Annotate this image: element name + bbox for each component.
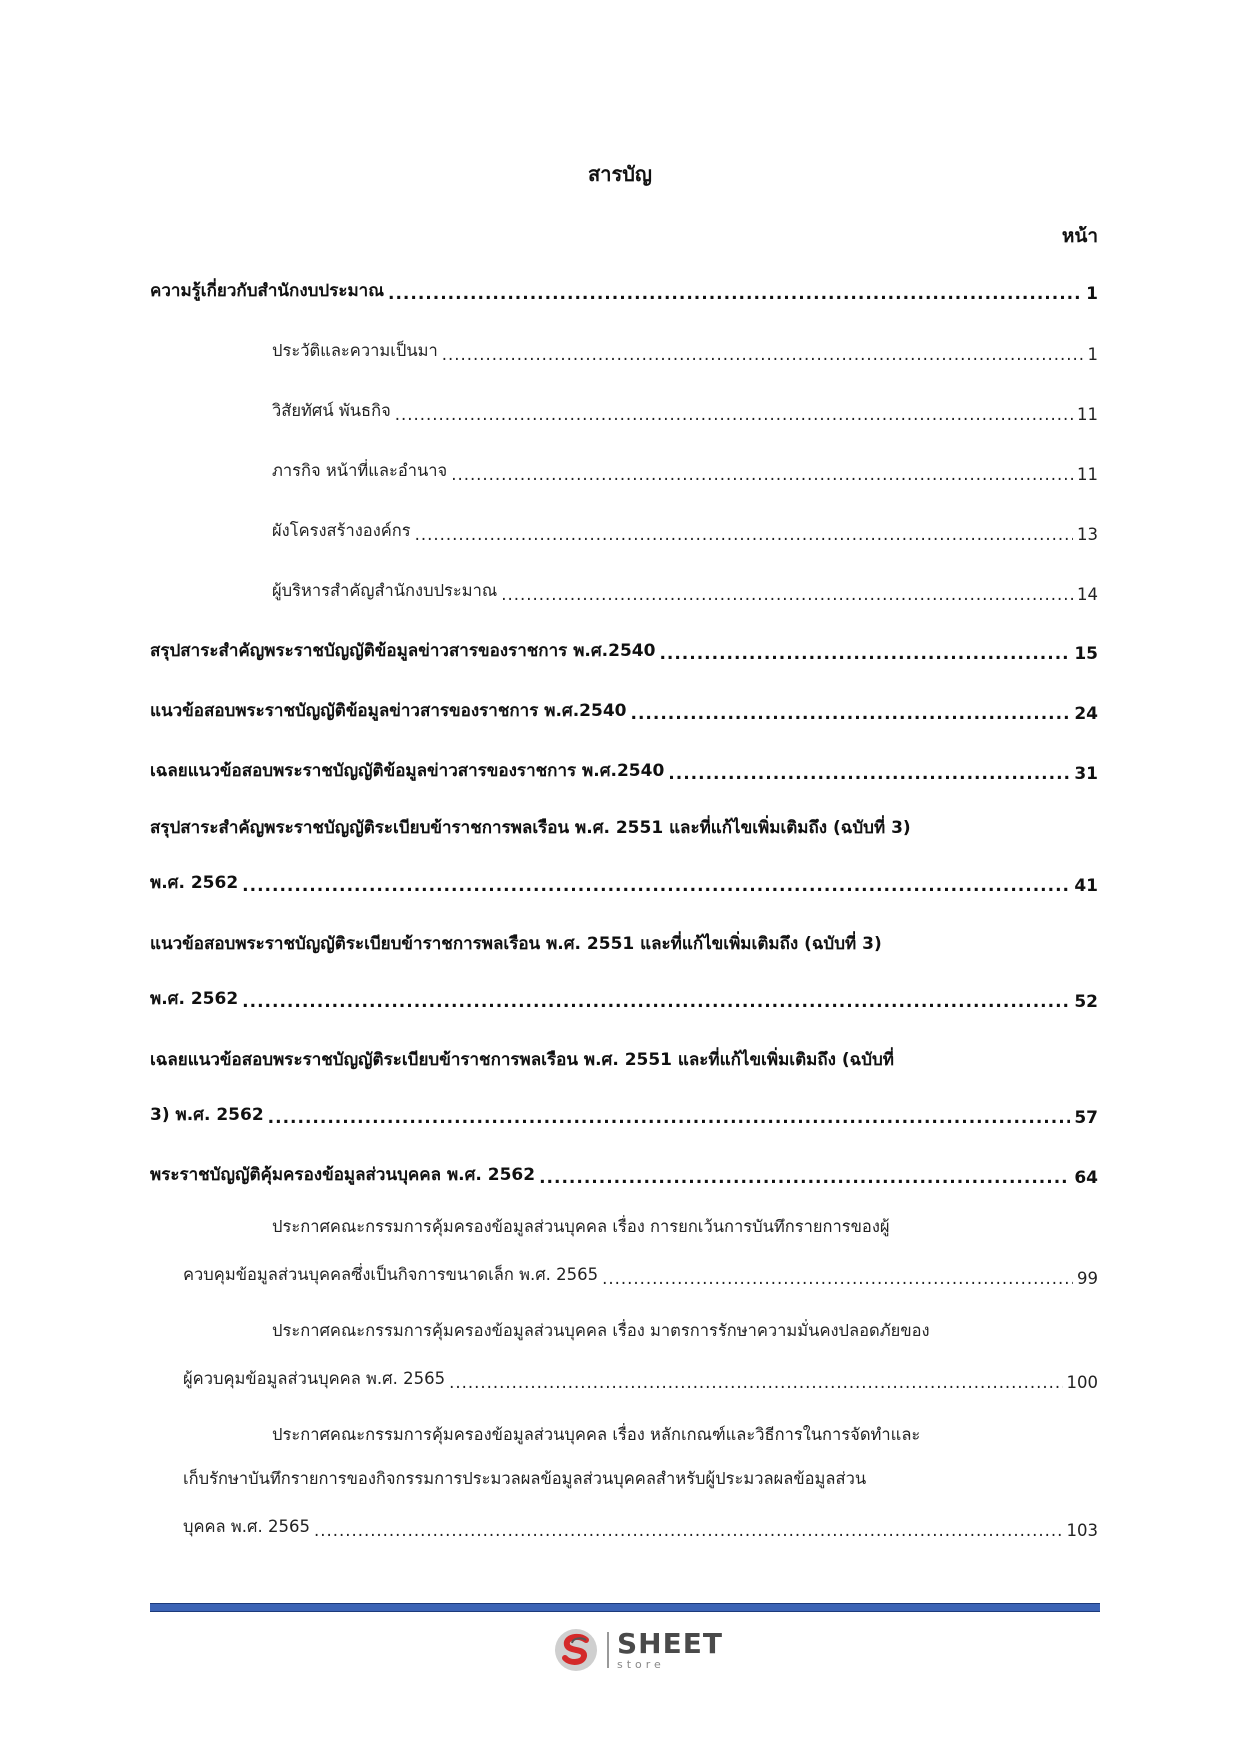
toc-entry-page: 57 <box>1074 1108 1098 1128</box>
toc-entry[interactable] <box>150 634 1098 664</box>
page-column-header: หน้า <box>1061 225 1098 247</box>
toc-entry-label: ผังโครงสร้างองค์กร <box>272 521 411 540</box>
toc-entry-line: ประกาศคณะกรรมการคุ้มครองข้อมูลส่วนบุคคล เรื่อง มาตรการรักษาความมั่นคงปลอดภัยของ <box>272 1321 930 1340</box>
toc-entry-label: ความรู้เกี่ยวกับสำนักงบประมาณ <box>150 281 384 301</box>
toc-entry[interactable] <box>150 394 1098 424</box>
toc-entry-label: ควบคุมข้อมูลส่วนบุคคลซึ่งเป็นกิจการขนาดเล็ก พ.ศ. 2565 <box>183 1265 599 1284</box>
dot-leader <box>388 284 1082 304</box>
dot-leader <box>449 1373 1062 1392</box>
toc-entry-page: 14 <box>1077 585 1098 604</box>
dot-leader <box>631 704 1071 724</box>
toc-entry-label: พ.ศ. 2562 <box>150 989 239 1009</box>
toc-entry-page: 1 <box>1087 345 1098 364</box>
toc-entry-label: บุคคล พ.ศ. 2565 <box>183 1517 310 1536</box>
toc-entry-multiline[interactable] <box>150 1422 1098 1540</box>
toc-entry-multiline[interactable] <box>150 1046 1098 1128</box>
dot-leader <box>501 585 1073 604</box>
toc-entry[interactable] <box>150 1158 1098 1188</box>
toc-entry-page: 41 <box>1074 876 1098 896</box>
toc-entry[interactable] <box>150 574 1098 604</box>
toc-entry-page: 13 <box>1077 525 1098 544</box>
page-title: สารบัญ <box>588 162 652 186</box>
toc-entry-line: เก็บรักษาบันทึกรายการของกิจกรรมการประมวลผลข้อมูลส่วนบุคคลสำหรับผู้ประมวลผลข้อมูลส่วน <box>183 1469 867 1488</box>
toc-entry-label: พระราชบัญญัติคุ้มครองข้อมูลส่วนบุคคล พ.ศ. 2562 <box>150 1165 536 1185</box>
toc-entry-page: 64 <box>1074 1168 1098 1188</box>
toc-entry-page: 11 <box>1077 405 1098 424</box>
dot-leader <box>668 764 1070 784</box>
dot-leader <box>242 992 1070 1012</box>
toc-entry-line: ประกาศคณะกรรมการคุ้มครองข้อมูลส่วนบุคคล เรื่อง การยกเว้นการบันทึกรายการของผู้ <box>272 1217 890 1236</box>
toc-entry-page: 99 <box>1077 1269 1098 1288</box>
toc-entry-line: สรุปสาระสำคัญพระราชบัญญัติระเบียบข้าราชการพลเรือน พ.ศ. 2551 และที่แก้ไขเพิ่มเติมถึง (ฉบับที่ 3) <box>150 818 911 838</box>
dot-leader <box>415 525 1073 544</box>
dot-leader <box>395 405 1073 424</box>
toc-entry-page: 15 <box>1074 644 1098 664</box>
toc-entry-line: เฉลยแนวข้อสอบพระราชบัญญัติระเบียบข้าราชการพลเรือน พ.ศ. 2551 และที่แก้ไขเพิ่มเติมถึง (ฉบับที่ <box>150 1050 894 1070</box>
sheet-store-logo <box>553 1626 723 1674</box>
toc-entry-label: ผู้ควบคุมข้อมูลส่วนบุคคล พ.ศ. 2565 <box>183 1369 446 1388</box>
toc-entry-label: 3) พ.ศ. 2562 <box>150 1105 264 1125</box>
toc-entry-page: 103 <box>1066 1521 1098 1540</box>
toc-entry-label: วิสัยทัศน์ พันธกิจ <box>272 401 391 420</box>
toc-entry[interactable] <box>150 754 1098 784</box>
logo-separator <box>607 1632 609 1668</box>
logo-wordmark-sub: store <box>617 1658 665 1671</box>
toc-entry-label: พ.ศ. 2562 <box>150 873 239 893</box>
toc-entry-multiline[interactable] <box>150 1318 1098 1392</box>
toc-entry-page: 100 <box>1066 1373 1098 1392</box>
toc-entry-label: แนวข้อสอบพระราชบัญญัติข้อมูลข่าวสารของราชการ พ.ศ.2540 <box>150 701 627 721</box>
toc-entry[interactable] <box>150 274 1098 304</box>
toc-entry-multiline[interactable] <box>150 1214 1098 1288</box>
toc-entry-page: 11 <box>1077 465 1098 484</box>
toc-entry[interactable] <box>150 694 1098 724</box>
toc-entry-label: สรุปสาระสำคัญพระราชบัญญัติข้อมูลข่าวสารของราชการ พ.ศ.2540 <box>150 641 656 661</box>
toc-entry-page: 31 <box>1074 764 1098 784</box>
dot-leader <box>451 465 1073 484</box>
logo-wordmark-main: SHEET <box>617 1627 723 1660</box>
toc-entry-line: แนวข้อสอบพระราชบัญญัติระเบียบข้าราชการพลเรือน พ.ศ. 2551 และที่แก้ไขเพิ่มเติมถึง (ฉบับที่ 3) <box>150 934 882 954</box>
toc-entry-label: ประวัติและความเป็นมา <box>272 341 438 360</box>
footer-rule <box>150 1603 1100 1612</box>
toc-entry-page: 24 <box>1074 704 1098 724</box>
dot-leader <box>268 1108 1071 1128</box>
dot-leader <box>314 1521 1063 1540</box>
toc-entry[interactable] <box>150 514 1098 544</box>
toc-entry-page: 1 <box>1086 284 1098 304</box>
sheet-store-logo-icon <box>553 1627 599 1673</box>
toc-entry[interactable] <box>150 454 1098 484</box>
toc-entry-line: ประกาศคณะกรรมการคุ้มครองข้อมูลส่วนบุคคล เรื่อง หลักเกณฑ์และวิธีการในการจัดทำและ <box>272 1425 921 1444</box>
toc-entry-label: เฉลยแนวข้อสอบพระราชบัญญัติข้อมูลข่าวสารของราชการ พ.ศ.2540 <box>150 761 665 781</box>
toc-entry[interactable] <box>150 334 1098 364</box>
table-of-contents <box>150 274 1098 1540</box>
toc-entry-multiline[interactable] <box>150 930 1098 1012</box>
toc-entry-multiline[interactable] <box>150 814 1098 896</box>
dot-leader <box>539 1168 1070 1188</box>
dot-leader <box>659 644 1070 664</box>
toc-entry-label: ผู้บริหารสำคัญสำนักงบประมาณ <box>272 581 498 600</box>
dot-leader <box>242 876 1070 896</box>
logo-wordmark <box>617 1627 723 1671</box>
toc-entry-label: ภารกิจ หน้าที่และอำนาจ <box>272 461 448 480</box>
dot-leader <box>602 1269 1073 1288</box>
dot-leader <box>442 345 1084 364</box>
toc-entry-page: 52 <box>1074 992 1098 1012</box>
